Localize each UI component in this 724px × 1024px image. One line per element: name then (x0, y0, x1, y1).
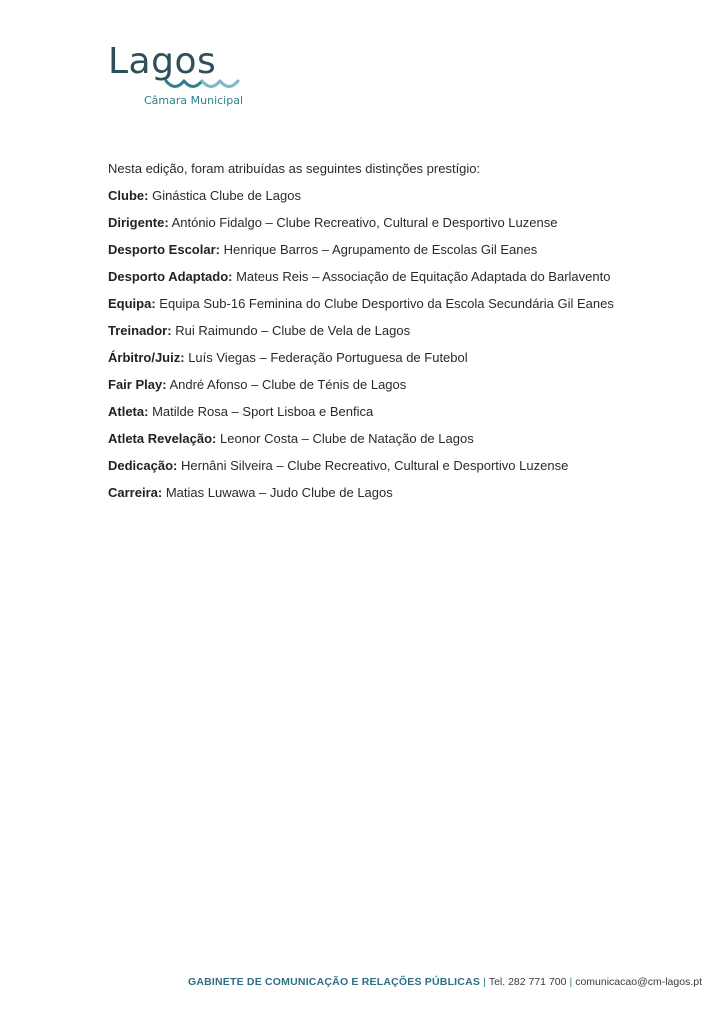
award-category: Atleta Revelação: (108, 431, 217, 446)
award-recipient: Ginástica Clube de Lagos (152, 188, 301, 203)
award-recipient: Equipa Sub-16 Feminina do Clube Desportivo da Escola Secundária Gil Eanes (159, 296, 614, 311)
award-item (108, 240, 688, 260)
footer-separator: | (483, 976, 486, 988)
logo-wordmark: Lagos (108, 41, 217, 82)
award-category: Atleta: (108, 404, 149, 419)
award-recipient: Leonor Costa – Clube de Natação de Lagos (220, 431, 474, 446)
award-recipient: André Afonso – Clube de Ténis de Lagos (169, 377, 407, 392)
award-category: Carreira: (108, 485, 163, 500)
footer-department: GABINETE DE COMUNICAÇÃO E RELAÇÕES PÚBLICAS (187, 976, 481, 988)
award-list (108, 186, 688, 503)
award-recipient: Matilde Rosa – Sport Lisboa e Benfica (152, 404, 374, 419)
logo-subtitle: Câmara Municipal (144, 94, 244, 107)
award-category: Treinador: (108, 323, 172, 338)
award-category: Desporto Adaptado: (108, 269, 233, 284)
footer-separator: | (569, 976, 573, 988)
award-recipient: Rui Raimundo – Clube de Vela de Lagos (175, 323, 411, 338)
award-item (108, 375, 688, 395)
award-item (108, 456, 688, 476)
award-recipient: Hernâni Silveira – Clube Recreativo, Cultural e Desportivo Luzense (181, 458, 569, 473)
footer (188, 976, 702, 988)
document-body (108, 159, 688, 510)
award-item (108, 402, 688, 422)
award-recipient: António Fidalgo – Clube Recreativo, Cultural e Desportivo Luzense (171, 215, 558, 230)
municipal-logo (108, 42, 248, 112)
award-item (108, 429, 688, 449)
award-category: Clube: (108, 188, 149, 203)
award-category: Árbitro/Juiz: (108, 350, 185, 365)
award-item (108, 321, 688, 341)
award-category: Fair Play: (108, 377, 167, 392)
award-recipient: Henrique Barros – Agrupamento de Escolas Gil Eanes (223, 242, 538, 257)
footer-phone: Tel. 282 771 700 (488, 976, 567, 988)
footer-email: comunicacao@cm-lagos.pt (575, 976, 702, 988)
intro-text: Nesta edição, foram atribuídas as seguintes distinções prestígio: (108, 161, 481, 176)
award-item (108, 267, 688, 287)
award-category: Desporto Escolar: (108, 242, 220, 257)
wave-icon (164, 78, 240, 92)
award-item (108, 348, 688, 368)
award-category: Dedicação: (108, 458, 178, 473)
award-item (108, 483, 688, 503)
award-category: Equipa: (108, 296, 156, 311)
award-item (108, 213, 688, 233)
award-item (108, 186, 688, 206)
award-item (108, 294, 688, 314)
award-recipient: Mateus Reis – Associação de Equitação Adaptada do Barlavento (236, 269, 611, 284)
award-category: Dirigente: (108, 215, 169, 230)
award-recipient: Luís Viegas – Federação Portuguesa de Futebol (188, 350, 468, 365)
award-recipient: Matias Luwawa – Judo Clube de Lagos (165, 485, 393, 500)
